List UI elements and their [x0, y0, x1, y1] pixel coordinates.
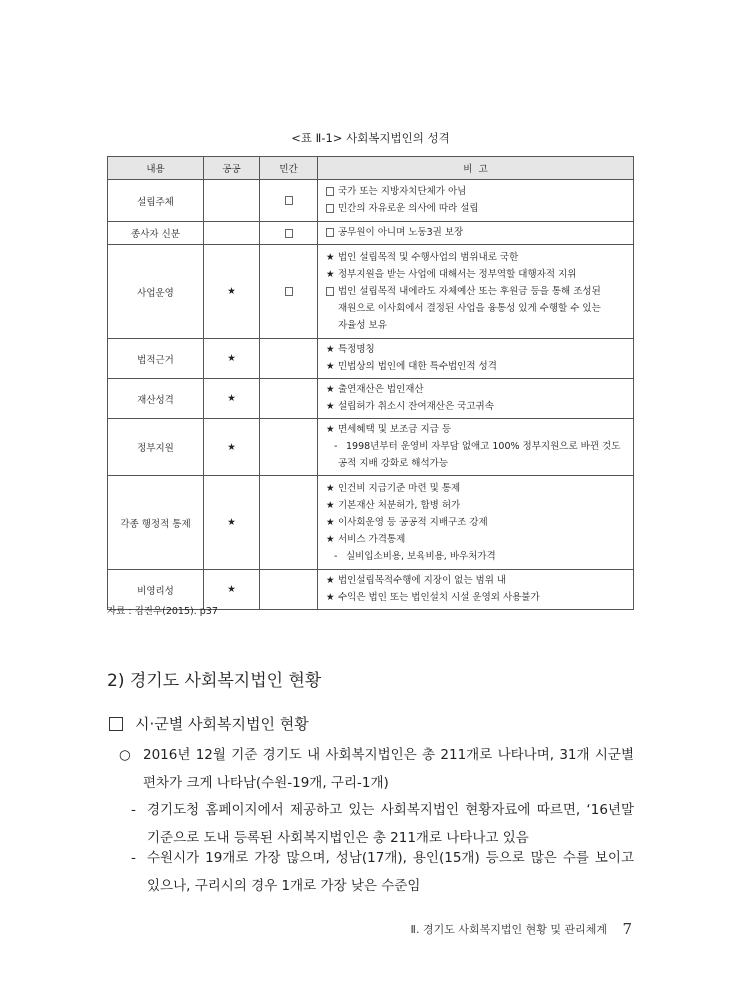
table-source: 자료 : 김진우(2015). p37 [107, 606, 218, 617]
header-private: 민간 [260, 157, 318, 180]
checkbox-square-icon [326, 183, 338, 200]
remark-text: 민법상의 법인에 대한 특수법인적 성격 [338, 361, 497, 372]
remark-text: 공적 지배 강화로 해석가능 [338, 458, 449, 469]
star-bullet-icon: ★ [326, 482, 335, 494]
table-row [108, 419, 634, 476]
remarks-cell [318, 476, 634, 570]
header-remarks: 비 고 [318, 157, 634, 180]
remark-line [326, 438, 629, 455]
remarks-cell [318, 379, 634, 419]
row-label: 각종 행정적 통제 [108, 476, 204, 570]
remark-text: 정부지원을 받는 사업에 대해서는 정부역할 대행자적 지위 [338, 268, 577, 280]
public-mark: ★ [204, 419, 260, 476]
private-mark [260, 419, 318, 476]
remark-line [326, 341, 629, 358]
dash-bullet-icon: - [131, 850, 136, 866]
star-bullet-icon: ★ [326, 344, 335, 355]
remark-text: 민간의 자유로운 의사에 따라 설립 [338, 203, 479, 214]
public-mark [204, 222, 260, 245]
table-header-row [108, 157, 634, 180]
checkbox-square-icon [326, 224, 338, 241]
remark-text: 면세혜택 및 보조금 지급 등 [338, 424, 452, 435]
remarks-cell [318, 222, 634, 245]
remark-line [326, 200, 629, 217]
remark-line [326, 589, 629, 606]
square-icon [326, 187, 334, 196]
header-content: 내용 [108, 157, 204, 180]
remarks-cell [318, 245, 634, 339]
remark-line [326, 317, 629, 334]
remark-line [326, 531, 629, 548]
private-mark [260, 222, 318, 245]
remark-line [326, 358, 629, 375]
checkbox-square-icon [285, 196, 293, 205]
remark-line [326, 455, 629, 472]
remark-line [326, 572, 629, 589]
remark-text: 법인 설립목적 내에라도 자체예산 또는 후원금 등을 통해 조성된 [338, 285, 601, 297]
footer-chapter: Ⅱ. 경기도 사회복지법인 현황 및 관리체계 [410, 923, 607, 936]
remark-line [326, 381, 629, 398]
remark-text: 인건비 지급기준 마련 및 통제 [338, 482, 461, 494]
remark-text: 재원으로 이사회에서 결정된 사업을 융통성 있게 수행할 수 있는 [338, 302, 601, 314]
public-mark: ★ [204, 245, 260, 339]
circle-bullet-icon: ○ [119, 747, 131, 763]
remark-line [326, 283, 629, 300]
dash-bullet-icon: - [334, 441, 338, 452]
remark-text: 실비입소비용, 보육비용, 바우처가격 [346, 550, 496, 562]
remarks-cell [318, 180, 634, 222]
checkbox-square-icon [285, 287, 293, 296]
header-public: 공공 [204, 157, 260, 180]
private-mark [260, 570, 318, 610]
row-label: 비영리성 [108, 570, 204, 610]
remarks-cell [318, 419, 634, 476]
table-row [108, 476, 634, 570]
dash-bullet-icon: - [131, 802, 136, 818]
square-icon [326, 228, 334, 237]
remark-text: 설립허가 취소시 잔여재산은 국고귀속 [338, 401, 494, 412]
remark-line [326, 398, 629, 415]
square-icon [326, 287, 334, 296]
bullet-dash-1-text: 경기도청 홈페이지에서 제공하고 있는 사회복지법인 현황자료에 따르면, ‘16년말 기준으로 도내 등록된 사회복지법인은 총 211개로 나타나고 있음 [147, 802, 634, 846]
remark-text: 출연재산은 법인재산 [338, 384, 424, 395]
remark-text: 국가 또는 지방자치단체가 아님 [338, 186, 467, 197]
private-mark [260, 245, 318, 339]
star-bullet-icon: ★ [326, 384, 335, 395]
star-bullet-icon: ★ [326, 251, 335, 263]
dash-bullet-icon: - [334, 550, 338, 562]
row-label: 법적근거 [108, 339, 204, 379]
private-mark [260, 379, 318, 419]
public-mark [204, 180, 260, 222]
remark-text: 이사회운영 등 공공적 지배구조 강제 [338, 516, 488, 528]
page-footer [0, 920, 632, 938]
star-bullet-icon: ★ [326, 516, 335, 528]
remark-text: 수익은 법인 또는 법인설치 시설 운영외 사용불가 [338, 592, 540, 603]
table-row [108, 245, 634, 339]
remarks-cell [318, 570, 634, 610]
private-mark [260, 476, 318, 570]
private-mark [260, 339, 318, 379]
public-mark: ★ [204, 379, 260, 419]
bullet-dash-2-text: 수원시가 19개로 가장 많으며, 성남(17개), 용인(15개) 등으로 많은 수를 보이고 있으나, 구리시의 경우 1개로 가장 낮은 수준임 [147, 850, 634, 894]
remark-line [326, 266, 629, 283]
remark-line [326, 480, 629, 497]
remark-text: 법인설립목적수행에 지장이 없는 범위 내 [338, 575, 507, 586]
remark-line [326, 514, 629, 531]
star-bullet-icon: ★ [326, 533, 335, 545]
remark-text: 기본재산 처분허가, 합병 허가 [338, 499, 461, 511]
remark-text: 공무원이 아니며 노동3권 보장 [338, 227, 464, 238]
star-bullet-icon: ★ [326, 268, 335, 280]
subsection-title [107, 713, 309, 734]
remark-text: 서비스 가격통제 [338, 533, 406, 545]
star-bullet-icon: ★ [326, 575, 335, 586]
remark-text: 자율성 보유 [338, 319, 387, 331]
row-label: 설립주체 [108, 180, 204, 222]
private-mark [260, 180, 318, 222]
star-bullet-icon: ★ [326, 499, 335, 511]
remark-text: 법인 설립목적 및 수행사업의 범위내로 국한 [338, 251, 519, 263]
remark-line [326, 497, 629, 514]
square-bullet-icon [109, 717, 123, 731]
public-mark: ★ [204, 339, 260, 379]
public-mark: ★ [204, 476, 260, 570]
row-label: 재산성격 [108, 379, 204, 419]
row-label: 종사자 신분 [108, 222, 204, 245]
corporation-characteristics-table [107, 156, 634, 610]
remark-line [326, 183, 629, 200]
remark-line [326, 548, 629, 565]
table-row [108, 339, 634, 379]
checkbox-square-icon [285, 229, 293, 238]
star-bullet-icon: ★ [326, 592, 335, 603]
star-bullet-icon: ★ [326, 424, 335, 435]
page-number: 7 [622, 920, 632, 938]
table-row [108, 379, 634, 419]
star-bullet-icon: ★ [326, 361, 335, 372]
subsection-title-text: 시·군별 사회복지법인 현황 [135, 715, 309, 733]
table-row [108, 222, 634, 245]
row-label: 사업운영 [108, 245, 204, 339]
remark-line [326, 249, 629, 266]
remark-text: 1998년부터 운영비 자부담 없애고 100% 정부지원으로 바뀐 것도 [346, 441, 621, 452]
checkbox-square-icon [326, 200, 338, 217]
remark-line [326, 224, 629, 241]
remark-text: 특정명칭 [338, 344, 375, 355]
checkbox-square-icon [326, 283, 338, 300]
table-caption: <표 Ⅱ-1> 사회복지법인의 성격 [291, 131, 450, 145]
star-bullet-icon: ★ [326, 401, 335, 412]
square-icon [326, 204, 334, 213]
remarks-cell [318, 339, 634, 379]
section-title: 2) 경기도 사회복지법인 현황 [107, 671, 322, 691]
remark-line [326, 421, 629, 438]
row-label: 정부지원 [108, 419, 204, 476]
public-mark: ★ [204, 570, 260, 610]
bullet-main-text: 2016년 12월 기준 경기도 내 사회복지법인은 총 211개로 나타나며, 31개 시군별 편차가 크게 나타남(수원-19개, 구리-1개) [143, 747, 634, 791]
remark-line [326, 300, 629, 317]
table-row [108, 180, 634, 222]
